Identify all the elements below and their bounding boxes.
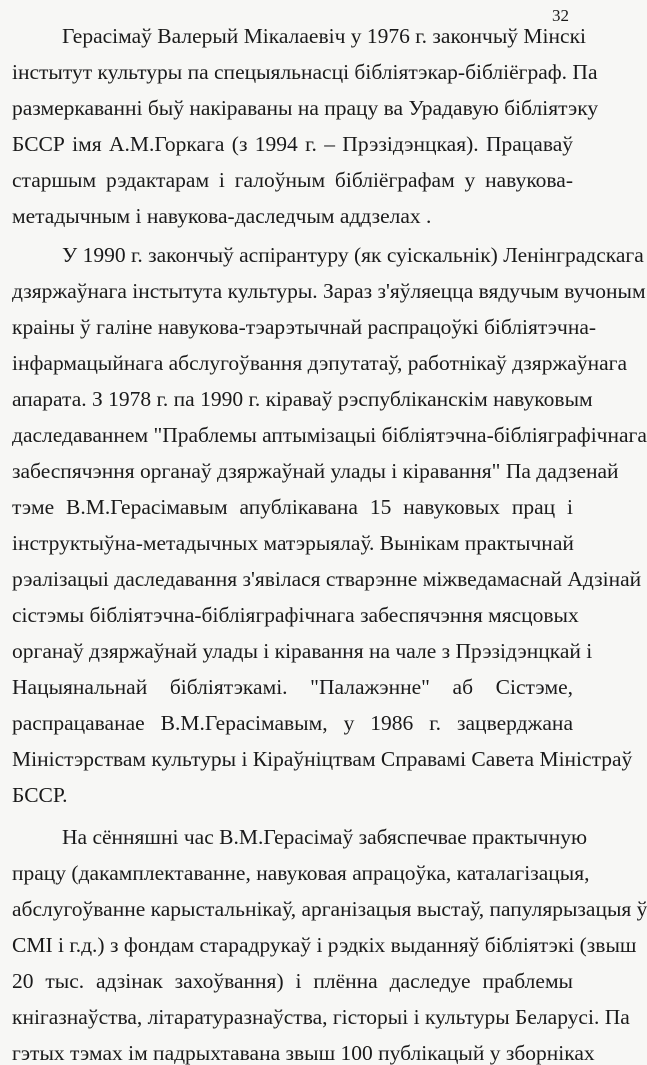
text-line: размеркаванні быў накіраваны на працу ва Урадавую бібліятэку (12, 96, 599, 120)
page-number: 32 (552, 6, 569, 25)
text-line: апарата. З 1978 г. па 1990 г. кіраваў рэспубліканскім навуковым (12, 387, 593, 411)
text-line: На сённяшні час В.М.Герасімаў забяспечвае практычную (62, 825, 588, 849)
text-line: Міністэрствам культуры і Кіраўніцтвам Справамі Савета Міністраў (12, 747, 633, 771)
text-line: кнігазнаўства, літаратуразнаўства, гісторыі і культуры Беларусі. Па (12, 1005, 630, 1029)
text-line: метадычным і навукова-даследчым аддзелах . (12, 204, 432, 228)
text-line: інстытут культуры па спецыяльнасці бібліятэкар-бібліёграф. Па (12, 60, 598, 84)
text-line: Герасімаў Валерый Мікалаевіч у 1976 г. закончыў Мінскі (62, 24, 586, 48)
text-line: абслугоўванне карыстальнікаў, арганізацыя выстаў, папулярызацыя ў (12, 897, 647, 921)
text-line: сістэмы бібліятэчна-бібліяграфічнага забеспячэння мясцовых (12, 603, 579, 627)
text-line: старшым рэдактарам і галоўным бібліёграфам у навукова- (12, 168, 573, 192)
text-line: інструктыўна-метадычных матэрыялаў. Вынікам практычнай (12, 531, 574, 555)
text-line: СМІ і г.д.) з фондам старадрукаў і рэдкіх выданняў бібліятэкі (звыш (12, 933, 637, 957)
text-line: працу (дакамплектаванне, навуковая апрацоўка, каталагізацыя, (12, 861, 590, 885)
text-line: забеспячэння органаў дзяржаўнай улады і кіравання" Па дадзенай (12, 459, 619, 483)
text-line: Нацыянальнай бібліятэкамі. "Палажэнне" аб Сістэме, (12, 675, 573, 699)
text-line: У 1990 г. закончыў аспірантуру (як суіскальнік) Ленінградскага (62, 243, 644, 267)
text-line: краіны ў галіне навукова-тэарэтычнай распрацоўкі бібліятэчна- (12, 315, 597, 339)
text-line: БССР. (12, 783, 68, 807)
text-line: БССР імя А.М.Горкага (з 1994 г. – Прэзідэнцкая). Працаваў (12, 132, 573, 156)
text-line: тэме В.М.Герасімавым апублікавана 15 навуковых прац і (12, 495, 573, 519)
text-line: рэалізацыі даследавання з'явілася стварэнне міжведамаснай Адзінай (12, 567, 642, 591)
text-line: распрацаванае В.М.Герасімавым, у 1986 г. зацверджана (12, 711, 573, 735)
text-line: гэтых тэмах ім падрыхтавана звыш 100 публікацый у зборніках (12, 1041, 595, 1065)
text-line: даследаваннем "Праблемы аптымізацыі бібліятэчна-бібліяграфічнага (12, 423, 647, 447)
text-line: органаў дзяржаўнай улады і кіравання на чале з Прэзідэнцкай і (12, 639, 593, 663)
text-line: 20 тыс. адзінак захоўвання) і плённа даследуе праблемы (12, 969, 573, 993)
text-line: дзяржаўнага інстытута культуры. Зараз з'яўляецца вядучым вучоным (12, 279, 646, 303)
text-line: інфармацыйнага абслугоўвання дэпутатаў, работнікаў дзяржаўнага (12, 351, 627, 375)
